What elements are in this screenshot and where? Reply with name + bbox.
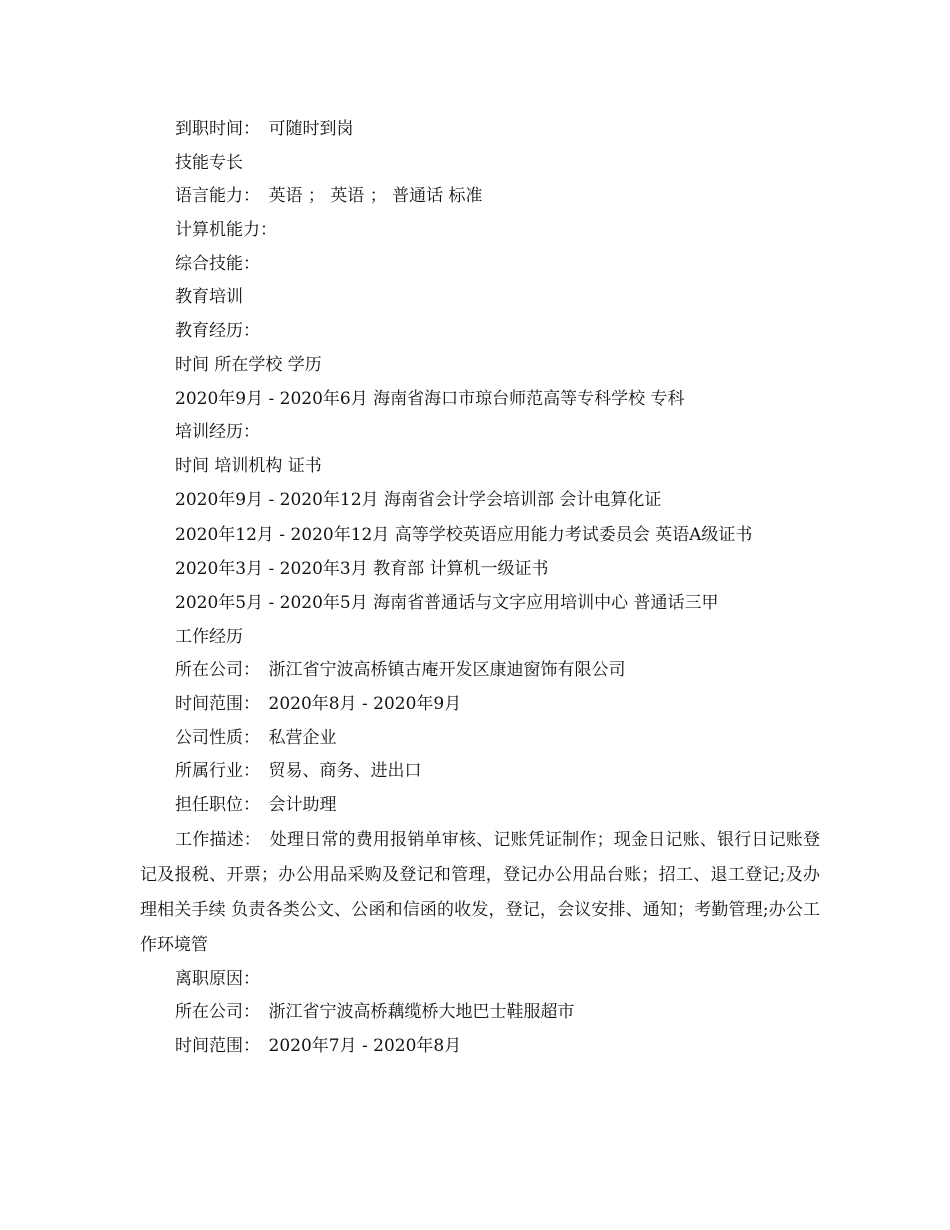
work-history-heading: 工作经历 — [175, 626, 243, 647]
company-line: 所在公司： 浙江省宁波高桥镇古庵开发区康迪窗饰有限公司 — [175, 660, 626, 681]
computer-skills-line: 计算机能力： — [175, 220, 277, 241]
company-line: 所在公司： 浙江省宁波高桥藕缆桥大地巴士鞋服超市 — [175, 1002, 575, 1023]
education-training-heading: 教育培训 — [175, 287, 243, 308]
education-row: 2020年9月 - 2020年6月 海南省海口市琼台师范高等专科学校 专科 — [175, 388, 685, 409]
company-type-line: 公司性质： 私营企业 — [175, 727, 337, 748]
position-line: 担任职位： 会计助理 — [175, 795, 337, 816]
time-range-line: 时间范围： 2020年8月 - 2020年9月 — [175, 694, 462, 714]
training-row-wrapped: 2020年12月 - 2020年12月 高等学校英语应用能力考试委员会 英语A级证书 — [175, 525, 753, 546]
training-table-header: 时间 培训机构 证书 — [175, 455, 322, 476]
education-table-header: 时间 所在学校 学历 — [175, 354, 322, 375]
training-row: 2020年3月 - 2020年3月 教育部 计算机一级证书 — [175, 559, 549, 580]
language-skills-line: 语言能力： 英语 ； 英语 ； 普通话 标准 — [175, 186, 483, 207]
time-range-line: 时间范围： 2020年7月 - 2020年8月 — [175, 1036, 462, 1057]
leave-reason-line: 离职原因： — [175, 968, 260, 989]
skills-heading: 技能专长 — [175, 152, 243, 173]
training-row: 2020年5月 - 2020年5月 海南省普通话与文字应用培训中心 普通话三甲 — [175, 592, 719, 613]
training-row: 2020年9月 - 2020年12月 海南省会计学会培训部 会计电算化证 — [175, 489, 662, 510]
education-history-label: 教育经历： — [175, 321, 260, 342]
industry-line: 所属行业： 贸易、商务、进出口 — [175, 761, 422, 782]
resume-content — [140, 113, 820, 1064]
training-history-label: 培训经历： — [175, 422, 260, 443]
general-skills-line: 综合技能： — [175, 253, 260, 274]
start-date-line: 到职时间： 可随时到岗 — [175, 119, 354, 139]
job-description-paragraph: 工作描述： 处理日常的费用报销单审核、记账凭证制作；现金日记账、银行日记账登记及报税、开票；办公用品采购及登记和管理，登记办公用品台账；招工、退工登记;及办理相关手续 负责各类公文、公函和信函的收发，登记，会议安排、通知；考勤管理;办公工作环境管 — [140, 829, 820, 955]
